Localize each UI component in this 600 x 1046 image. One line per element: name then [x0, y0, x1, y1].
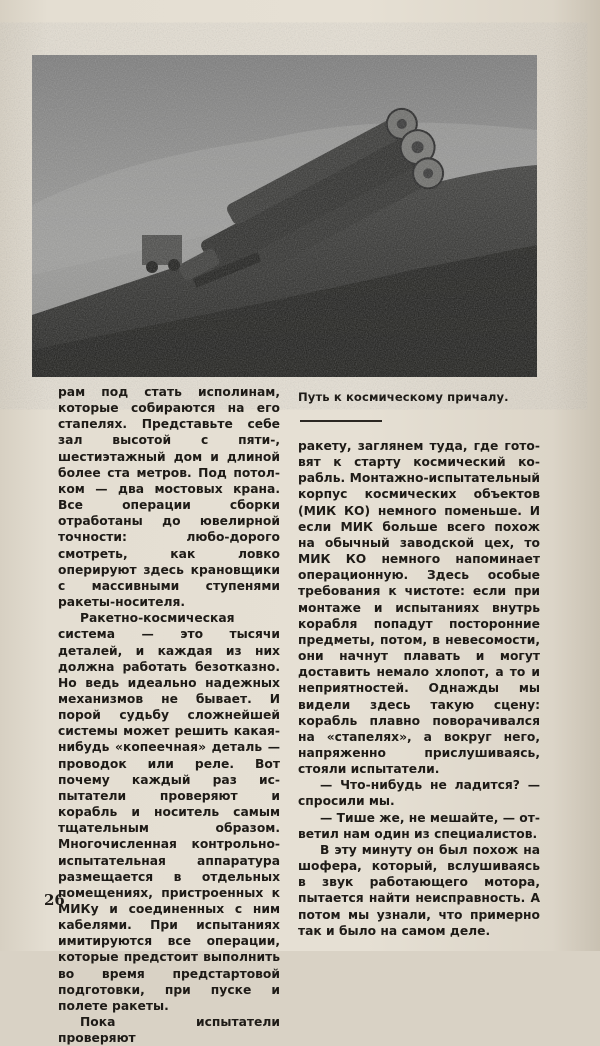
- paragraph: — Тише же, не мешайте, — ответил нам один из специалистов.: [298, 810, 540, 841]
- caption-divider: [300, 420, 382, 422]
- rocket-on-transporter-photo: [32, 55, 537, 377]
- paragraph: — Что-нибудь не ладится? — спросили мы.: [298, 778, 540, 809]
- paragraph: Ракетно-космическая система — это тысячи деталей, и каждая из них должна работать безотказно. Но ведь идеально надежных механизмов не бывает. И порой судьбу сложнейшей системы может решить какая-нибудь «копеечная» деталь — проводок или реле. Вот почему каждый раз испытатели проверяют и корабль и носитель самым тщательным образом. Многочисленная контрольно-испытательная аппаратура размещается в отдельных помещениях, пристроенных к МИКу и соединенных с ним кабелями. При испытаниях имитируются все операции, которые предстоит выполнить во время предстартовой подготовки, при пуске и полете ракеты.: [58, 611, 280, 1013]
- photo-illustration: [32, 55, 537, 377]
- page-number: 26: [44, 891, 65, 909]
- paragraph: Пока испытатели проверяют: [58, 1015, 280, 1046]
- photo-caption: Путь к космическому причалу.: [298, 390, 509, 404]
- right-text-column: [298, 390, 540, 939]
- paragraph: В эту минуту он был похож на шофера, который, вслушиваясь в звук работающего мотора, пытается найти неисправность. А потом мы узнали, что примерно так и было на самом деле.: [298, 842, 540, 938]
- left-text-column: [58, 384, 280, 1046]
- paragraph: рам под стать исполинам, которые собираются на его стапелях. Представьте себе зал высотой с пяти-, шестиэтажный дом и длиной более ста метров. Под потолком — два мостовых крана. Все операции сборки отработаны до ювелирной точности: любо-дорого смотреть, как ловко оперируют здесь крановщики с массивными ступенями ракеты-носителя.: [58, 385, 280, 610]
- paragraph: ракету, заглянем туда, где готовят к старту космический корабль. Монтажно-испытательный корпус космических объектов (МИК КО) немного поменьше. И если МИК больше всего похож на обычный заводской цех, то МИК КО немного напоминает операционную. Здесь особые требования к чистоте: если при монтаже и испытаниях внутрь корабля попадут посторонние предметы, потом, в невесомости, они начнут плавать и могут доставить немало хлопот, а то и неприятностей. Однажды мы видели здесь такую сцену: корабль плавно поворачивался на «стапелях», а вокруг него, напряженно прислушиваясь, стояли испытатели.: [298, 439, 540, 777]
